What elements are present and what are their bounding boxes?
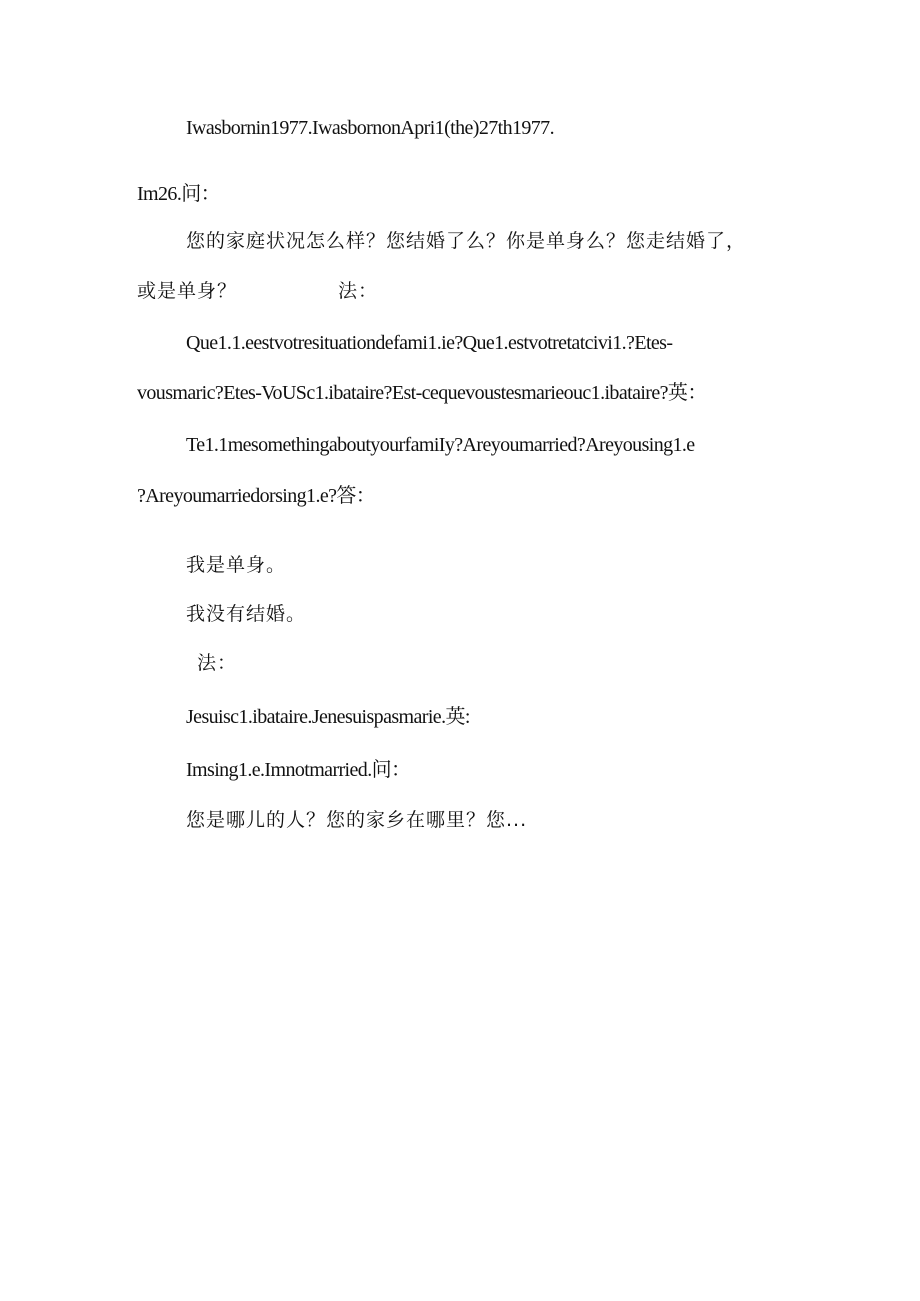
text-line-family-question-fr: Que1.1.eestvotresituationdefami1.ie?Que1.estvotretatcivi1.?Etes- <box>186 332 673 354</box>
text-line-answer-en: Imsing1.e.Imnotmarried.问： <box>186 759 411 781</box>
text-line-family-question-en-cont: ?Areyoumarriedorsing1.e?答： <box>137 485 376 507</box>
text-line-hometown-question-zh: 您是哪儿的人？您的家乡在哪里？您... <box>186 809 528 831</box>
text-line-answer-single-zh: 我是单身。 <box>186 554 287 576</box>
text-line-family-question-fr-cont: vousmaric?Etes-VoUSc1.ibataire?Est-cequevoustesmarieouc1.ibataire?英： <box>137 382 707 404</box>
text-line-family-question-zh-cont: 或是单身？ <box>137 280 238 302</box>
text-line-born: Iwasbornin1977.IwasbornonApri1(the)27th1977. <box>186 117 554 139</box>
text-line-answer-not-married-zh: 我没有结婚。 <box>186 603 307 625</box>
text-line-family-question-en: Te1.1mesomethingaboutyourfamiIy?Areyoumarried?Areyousing1.e <box>186 434 695 456</box>
text-line-family-question-zh: 您的家庭状况怎么样？您结婚了么？你是单身么？您走结婚了， <box>186 230 747 252</box>
text-line-french-label: 法： <box>338 280 379 302</box>
text-line-french-label-2: 法： <box>197 652 238 674</box>
text-line-answer-fr: Jesuisc1.ibataire.Jenesuispasmarie.英: <box>186 706 470 728</box>
text-line-age-question-label: Im26.问： <box>137 183 221 205</box>
